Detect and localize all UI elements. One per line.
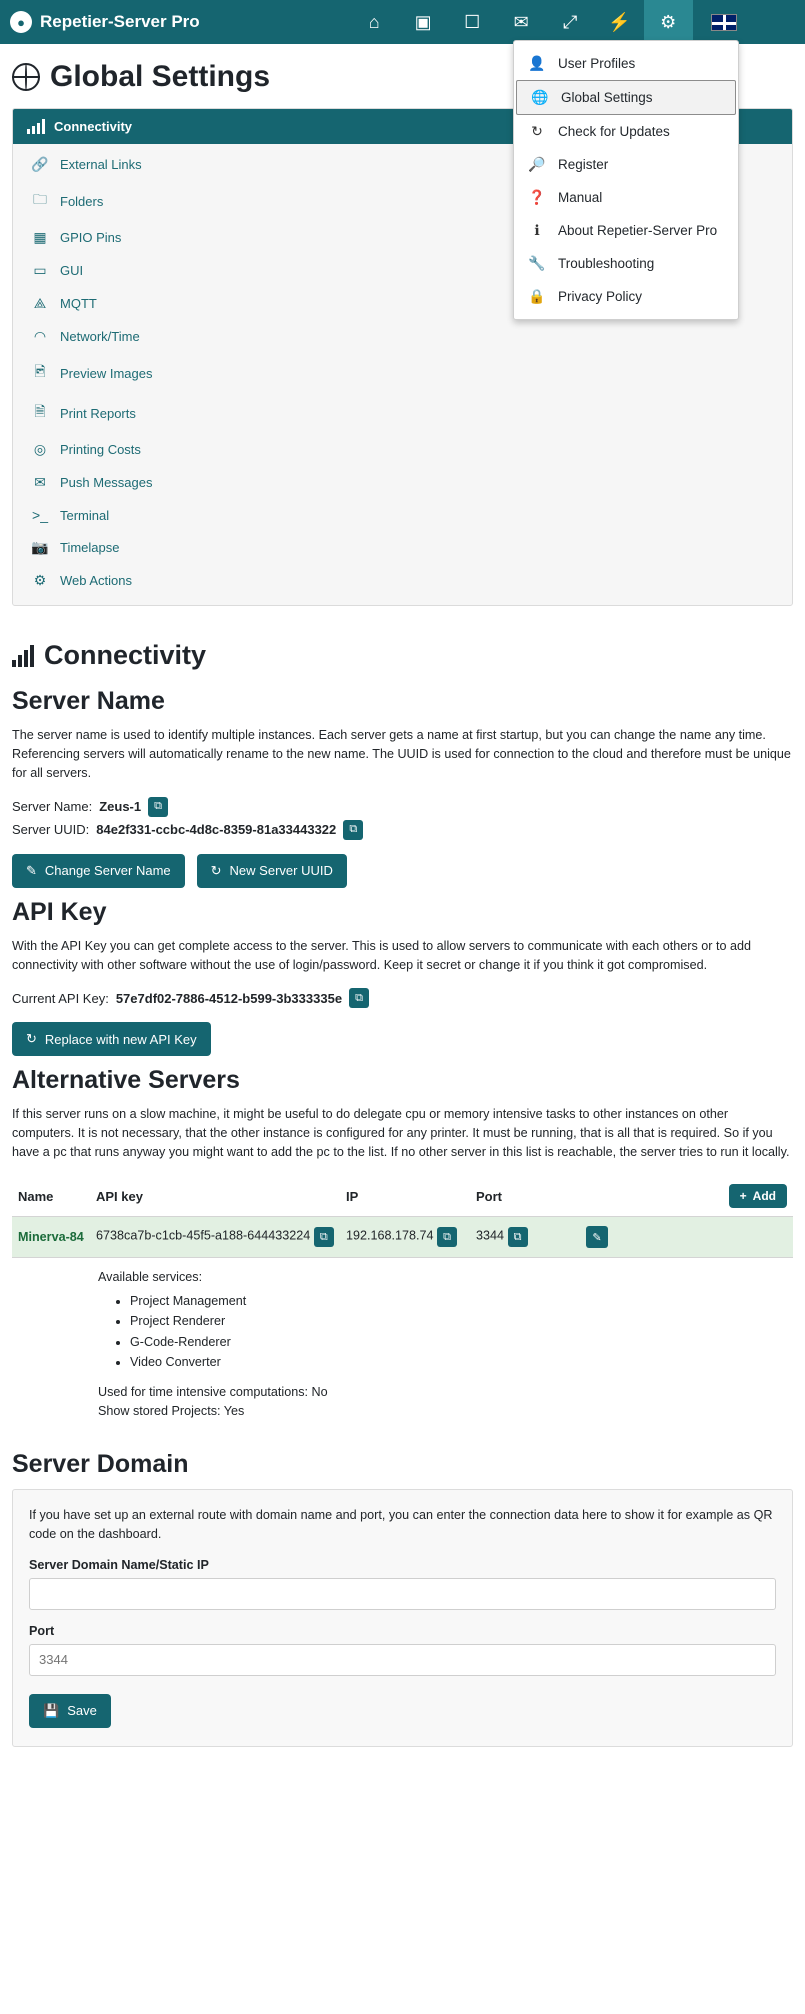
folder-icon: 🗀 [33, 191, 47, 207]
replace-api-key-label: Replace with new API Key [44, 1031, 197, 1047]
show-projects-text: Show stored Projects: Yes [98, 1404, 245, 1419]
terminal-icon: >_ [32, 507, 48, 523]
menu-item-label: User Profiles [558, 56, 636, 71]
nav-icon-group [350, 0, 737, 44]
monitor-icon: ▭ [33, 262, 47, 278]
sidebar-item-label: Network/Time [60, 329, 140, 344]
sidebar-item-terminal[interactable] [13, 499, 792, 531]
copy-icon[interactable]: ⧉ [437, 1227, 457, 1247]
change-server-name-label: Change Server Name [44, 863, 171, 879]
sidebar-item-printing-costs[interactable] [13, 433, 792, 466]
domain-input[interactable] [29, 1578, 776, 1610]
new-server-uuid-button[interactable] [197, 854, 347, 888]
sidebar-item-label: Terminal [60, 507, 110, 523]
save-button[interactable] [29, 1694, 111, 1728]
api-key-label: Current API Key: [12, 990, 109, 1006]
info-icon: ℹ [534, 222, 540, 238]
wifi-icon: ◠ [33, 328, 47, 344]
sidebar-item-label: Timelapse [60, 540, 120, 555]
fullscreen-icon[interactable]: ⤢ [562, 11, 578, 32]
globe-icon [12, 63, 40, 91]
bars-icon [27, 119, 45, 134]
add-server-button[interactable] [729, 1184, 787, 1208]
user-icon: 👤 [528, 55, 546, 71]
repetier-logo-icon: ● [10, 11, 32, 33]
refresh-icon: ↻ [210, 862, 222, 878]
bars-icon [12, 645, 34, 667]
gear-icon: ⚙ [33, 572, 47, 588]
row-api-key-cell [90, 1217, 340, 1258]
menu-item-register[interactable] [514, 148, 738, 181]
page-title-label: Global Settings [50, 60, 271, 93]
save-button-row [29, 1694, 776, 1728]
row-ip-cell [340, 1217, 470, 1258]
sidebar-item-label: Print Reports [60, 405, 136, 421]
server-domain-heading: Server Domain [12, 1449, 189, 1478]
sidebar-item-label: GUI [60, 263, 84, 278]
brand[interactable] [10, 11, 200, 33]
server-name-row [12, 797, 793, 817]
plus-icon: + [739, 1189, 747, 1204]
menu-item-troubleshooting[interactable] [514, 247, 738, 280]
list-item: • G-Code-Renderer [130, 1333, 787, 1353]
table-header-row [12, 1176, 793, 1217]
language-flag-icon[interactable] [711, 14, 737, 31]
copy-icon[interactable]: ⧉ [349, 988, 369, 1008]
sidebar-item-label: Preview Images [60, 365, 153, 381]
api-key-description: With the API Key you can get complete access to the server. This is used to allow servers to communicate with each others or to add connectivity with other software without the use of login/password. Keep it secret or change it if you think it got compromised. [12, 938, 751, 972]
domain-field-label: Server Domain Name/Static IP [29, 1557, 209, 1572]
api-key-heading: API Key [12, 897, 107, 926]
server-domain-panel [12, 1489, 793, 1747]
row-port-cell [470, 1217, 580, 1258]
menu-item-label: About Repetier-Server Pro [558, 223, 718, 238]
menu-item-label: Check for Updates [558, 124, 670, 139]
time-intensive-text: Used for time intensive computations: No [98, 1384, 328, 1399]
api-key-value: 57e7df02-7886-4512-b599-3b333335e [115, 990, 343, 1006]
mail-icon[interactable]: ✉ [513, 11, 529, 32]
server-name-description: The server name is used to identify multiple instances. Each server gets a name at first startup, but you can change the name any time. Referencing servers will automatically rename to the new name. The UUID is used for connection to the cloud and therefore must be unique for all servers. [12, 728, 791, 780]
sidebar-item-timelapse[interactable] [13, 531, 792, 564]
menu-item-label: Register [558, 157, 609, 172]
wrench-icon: 🔧 [528, 255, 546, 271]
alternative-servers-description: If this server runs on a slow machine, it might be useful to do delegate cpu or memory intensive tasks to other instances on other computers. It is not necessary, that the other instance is configured for any printer. It must be running, that is all that is required. So if you have a pc that runs anyway you might want to add the pc to the list. If no other server in this list is reachable, the server tries to run it locally. [12, 1107, 790, 1160]
connectivity-heading [12, 640, 793, 671]
book-icon[interactable]: ☐ [464, 11, 481, 32]
sidebar-item-label: External Links [60, 157, 142, 172]
server-uuid-row [12, 820, 793, 840]
row-actions [580, 1217, 793, 1258]
list-item: • Project Renderer [130, 1312, 787, 1332]
copy-icon[interactable]: ⧉ [314, 1227, 334, 1247]
menu-item-manual[interactable] [514, 181, 738, 214]
menu-item-label: Manual [558, 190, 603, 205]
gear-icon[interactable]: ⚙ [644, 0, 693, 44]
copy-icon[interactable]: ⧉ [508, 1227, 528, 1247]
sidebar-item-preview-images[interactable] [13, 353, 792, 393]
menu-item-label: Global Settings [561, 90, 653, 105]
signal-icon: ⟁ [33, 295, 47, 311]
document-icon: 🗎 [34, 403, 46, 419]
port-field-label: Port [29, 1623, 55, 1638]
copy-icon[interactable]: ⧉ [148, 797, 168, 817]
refresh-icon: ↻ [26, 1031, 37, 1047]
port-input[interactable] [29, 1644, 776, 1676]
top-navbar [0, 0, 805, 44]
row-services-block [12, 1258, 793, 1440]
sidebar-item-label: MQTT [60, 296, 97, 311]
refresh-icon: ↻ [531, 123, 543, 139]
column-name: Name [12, 1176, 90, 1217]
save-icon: 💾 [43, 1702, 60, 1718]
api-key-buttons [12, 1022, 793, 1056]
menu-item-about[interactable] [514, 214, 738, 247]
image-icon: 🖻 [34, 363, 46, 379]
column-port: Port [470, 1176, 580, 1217]
sidebar-item-label: Web Actions [60, 573, 133, 588]
alternative-servers-table [12, 1176, 793, 1258]
grid-icon: ▦ [33, 229, 47, 245]
menu-item-label: Troubleshooting [558, 256, 655, 271]
save-button-label: Save [67, 1703, 97, 1719]
row-api-key: 6738ca7b-c1cb-45f5-a188-644433224 [96, 1228, 311, 1243]
tag-icon: ◎ [33, 441, 47, 457]
server-uuid-value: 84e2f331-ccbc-4d8c-8359-81a33443322 [96, 822, 337, 838]
menu-item-user-profiles[interactable] [514, 47, 738, 80]
server-name-value: Zeus-1 [99, 799, 142, 815]
row-ip: 192.168.178.74 [346, 1228, 434, 1243]
services-list [98, 1292, 787, 1373]
globe-icon: 🌐 [531, 89, 549, 105]
services-label: Available services: [98, 1270, 203, 1285]
printer-icon[interactable]: ▣ [414, 11, 432, 32]
settings-dropdown-menu [513, 40, 739, 320]
settings-nav-header-label: Connectivity [54, 119, 133, 134]
sidebar-item-label: GPIO Pins [60, 230, 122, 245]
menu-item-label: Privacy Policy [558, 289, 643, 304]
menu-item-privacy-policy[interactable] [514, 280, 738, 313]
server-name-label: Server Name: [12, 799, 93, 815]
server-domain-description: If you have set up an external route with domain name and port, you can enter the connection data here to show it for example as QR code on the dashboard. [29, 1507, 773, 1541]
lock-icon: 🔒 [528, 288, 546, 304]
bell-icon: ✉ [34, 474, 46, 490]
sidebar-item-label: Folders [60, 193, 104, 209]
list-item: • Video Converter [130, 1353, 787, 1373]
sidebar-item-push-messages[interactable] [13, 466, 792, 499]
sidebar-item-label: Printing Costs [60, 442, 141, 457]
key-icon: 🔎 [528, 156, 546, 172]
change-server-name-button[interactable] [12, 854, 185, 888]
column-ip: IP [340, 1176, 470, 1217]
connectivity-heading-label: Connectivity [44, 640, 207, 670]
row-port: 3344 [476, 1228, 505, 1243]
api-key-row [12, 988, 793, 1008]
server-uuid-label: Server UUID: [12, 822, 90, 838]
column-api-key: API key [90, 1176, 340, 1217]
server-name-heading: Server Name [12, 687, 165, 715]
sidebar-item-label: Push Messages [60, 475, 153, 490]
link-icon: 🔗 [31, 156, 49, 172]
column-actions [580, 1176, 793, 1217]
camera-icon: 📷 [31, 539, 49, 555]
home-icon[interactable]: ⌂ [368, 11, 380, 32]
sidebar-item-print-reports[interactable] [13, 393, 792, 433]
menu-item-check-for-updates[interactable] [514, 115, 738, 148]
server-name-buttons [12, 854, 793, 888]
add-server-label: Add [752, 1189, 776, 1204]
brand-label: Repetier-Server Pro [40, 12, 200, 31]
table-row[interactable] [12, 1217, 793, 1258]
sidebar-item-web-actions[interactable] [13, 564, 792, 597]
power-icon[interactable]: ⚡ [607, 11, 631, 32]
menu-item-global-settings[interactable] [516, 80, 736, 115]
new-server-uuid-label: New Server UUID [229, 863, 333, 879]
question-icon: ❓ [528, 189, 546, 205]
edit-server-button[interactable]: ✎ [586, 1226, 608, 1248]
copy-icon[interactable]: ⧉ [343, 820, 363, 840]
replace-api-key-button[interactable] [12, 1022, 211, 1056]
list-item: • Project Management [130, 1292, 787, 1312]
row-name: Minerva-84 [12, 1217, 90, 1258]
edit-icon: ✎ [26, 862, 37, 878]
sidebar-item-network-time[interactable] [13, 320, 792, 353]
alternative-servers-heading: Alternative Servers [12, 1066, 240, 1095]
main-content [0, 640, 805, 1773]
